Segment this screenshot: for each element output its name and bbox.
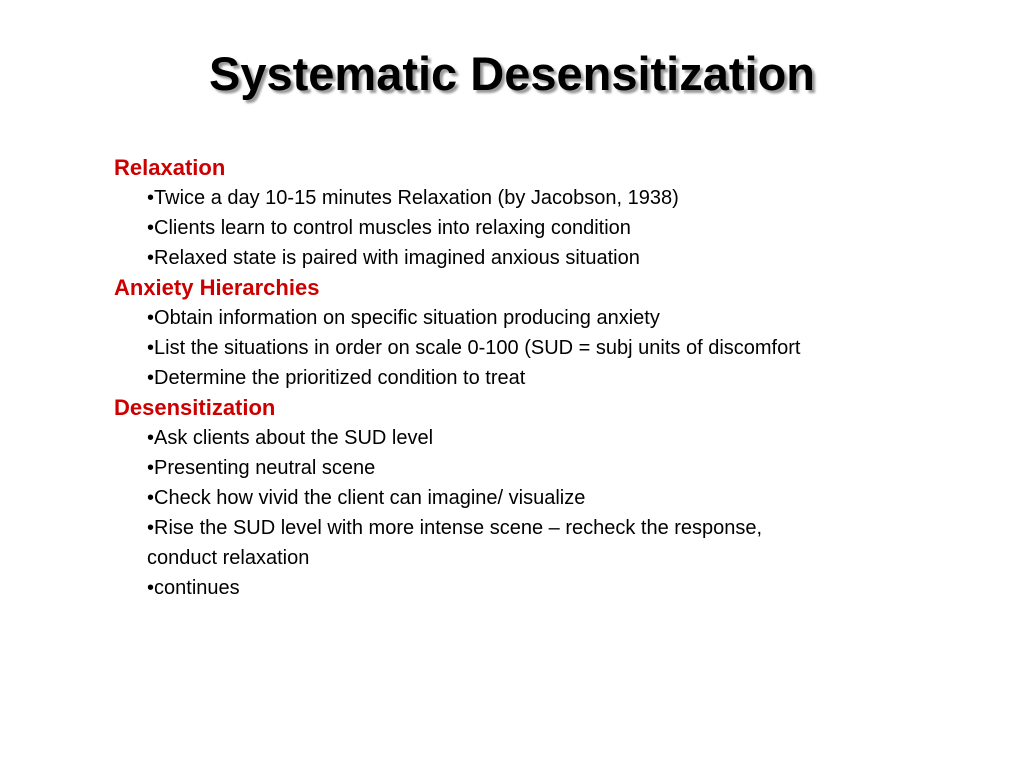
bullet-text-continuation: conduct relaxation <box>147 547 310 569</box>
bullet-list <box>114 303 994 393</box>
bullet-text: Relaxed state is paired with imagined anxious situation <box>154 247 640 269</box>
bullet-text: continues <box>154 577 240 599</box>
bullet-text: Check how vivid the client can imagine/ visualize <box>154 487 586 509</box>
section-relaxation <box>114 153 994 273</box>
bullet-text: Obtain information on specific situation producing anxiety <box>154 307 660 329</box>
section-heading: Desensitization <box>114 395 276 420</box>
bullet-item <box>147 573 994 603</box>
section-heading: Anxiety Hierarchies <box>114 275 320 300</box>
section-desensitization <box>114 393 994 603</box>
bullet-icon: • <box>147 367 155 389</box>
bullet-icon: • <box>147 337 155 359</box>
bullet-text: Presenting neutral scene <box>154 457 376 479</box>
bullet-text: Clients learn to control muscles into relaxing condition <box>154 217 631 239</box>
bullet-text: Determine the prioritized condition to treat <box>154 367 526 389</box>
slide-content <box>114 153 994 603</box>
section-heading: Relaxation <box>114 155 226 180</box>
bullet-icon: • <box>147 247 155 269</box>
bullet-text: List the situations in order on scale 0-100 (SUD = subj units of discomfort <box>154 337 801 359</box>
bullet-item <box>147 513 994 573</box>
bullet-item <box>147 213 994 243</box>
bullet-item <box>147 333 994 363</box>
bullet-text: Ask clients about the SUD level <box>154 427 434 449</box>
bullet-list <box>114 423 994 603</box>
bullet-item <box>147 423 994 453</box>
slide-title: Systematic Desensitization <box>209 47 815 100</box>
bullet-icon: • <box>147 217 155 239</box>
bullet-icon: • <box>147 457 155 479</box>
bullet-item <box>147 483 994 513</box>
bullet-list <box>114 183 994 273</box>
bullet-item <box>147 453 994 483</box>
bullet-icon: • <box>147 307 155 329</box>
bullet-icon: • <box>147 187 155 209</box>
bullet-item <box>147 243 994 273</box>
section-anxiety-hierarchies <box>114 273 994 393</box>
bullet-item <box>147 183 994 213</box>
bullet-icon: • <box>147 517 155 539</box>
bullet-text: Rise the SUD level with more intense scene – recheck the response, <box>154 517 763 539</box>
bullet-item <box>147 303 994 333</box>
bullet-item <box>147 363 994 393</box>
bullet-text: Twice a day 10-15 minutes Relaxation (by Jacobson, 1938) <box>154 187 679 209</box>
bullet-icon: • <box>147 487 155 509</box>
bullet-icon: • <box>147 427 155 449</box>
bullet-icon: • <box>147 577 155 599</box>
